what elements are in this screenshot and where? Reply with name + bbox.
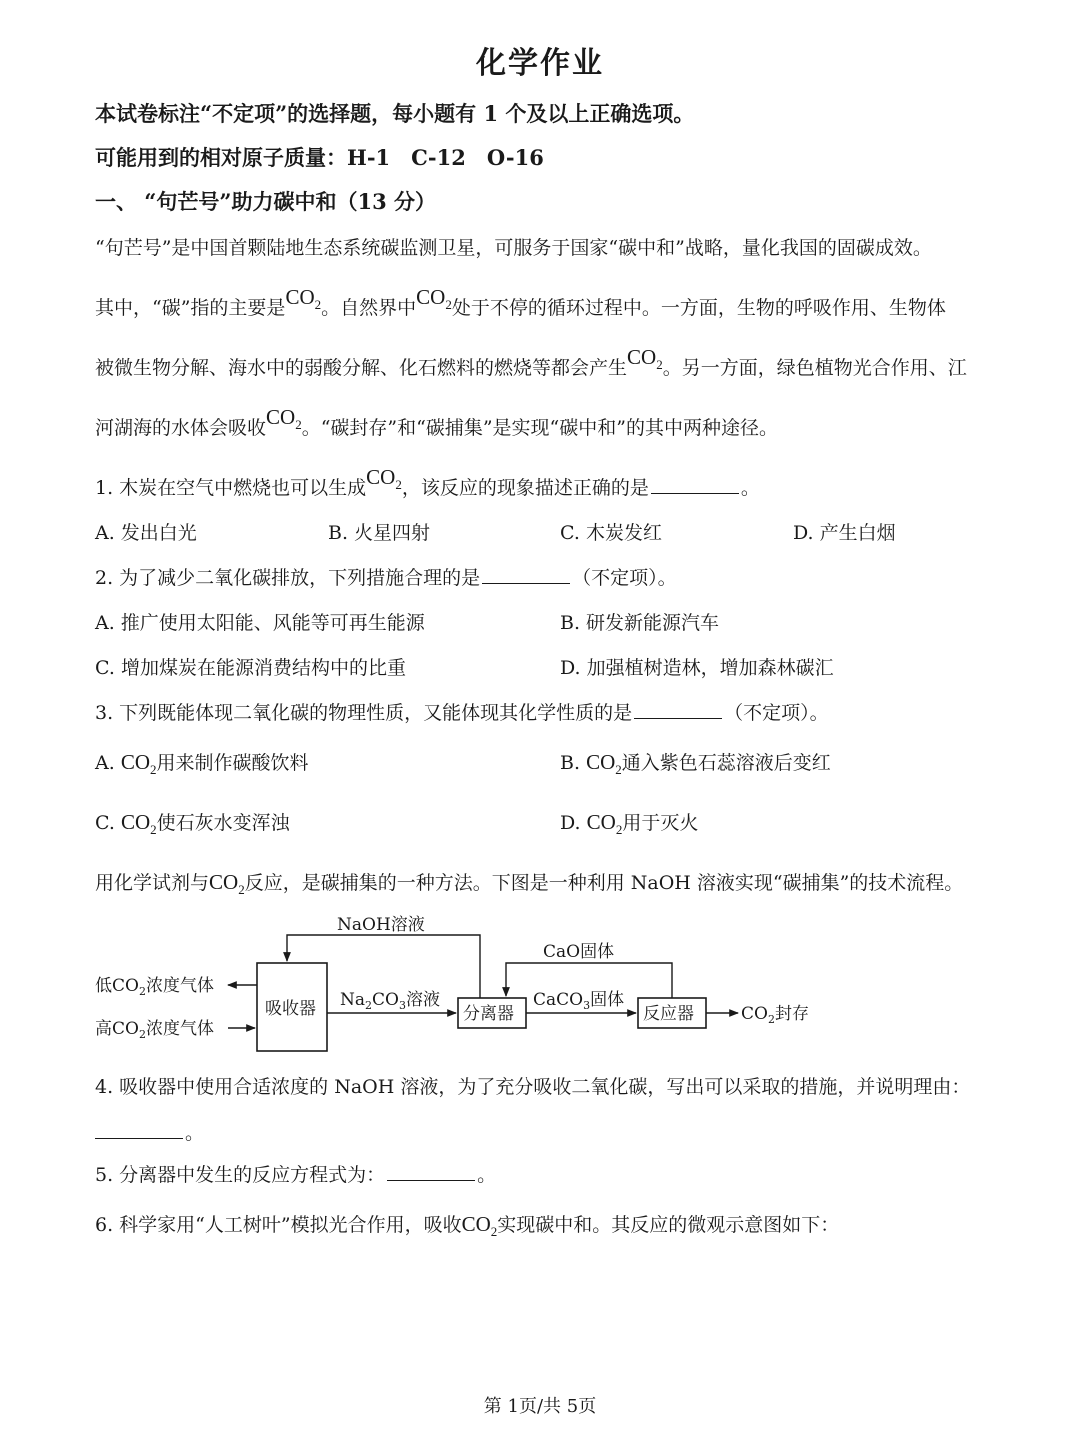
- q1-option-b[interactable]: B. 火星四射: [328, 522, 431, 544]
- answer-blank[interactable]: [387, 1179, 475, 1181]
- q3-option-a[interactable]: A. $CO_2$用来制作碳酸饮料: [95, 750, 309, 778]
- passage-text: 河湖海的水体会吸收: [95, 417, 267, 439]
- atomic-masses: 可能用到的相对原子质量：H-1 C-12 O-16: [95, 145, 544, 170]
- separator-label: 分离器: [463, 1004, 514, 1024]
- low-co2-gas-label: 低$CO_2$浓度气体: [95, 976, 214, 998]
- q2-option-b[interactable]: B. 研发新能源汽车: [560, 612, 720, 634]
- section-heading: 一、 “句芒号”助力碳中和（13 分）: [95, 189, 437, 214]
- question-3-stem: 3. 下列既能体现二氧化碳的物理性质，又能体现其化学性质的是 （不定项）。: [95, 702, 829, 724]
- high-co2-gas-label: 高$CO_2$浓度气体: [95, 1019, 214, 1041]
- question-5-stem: 5. 分离器中发生的反应方程式为： 。: [95, 1164, 497, 1186]
- co2-formula: $CO_2$: [120, 810, 157, 838]
- answer-blank[interactable]: [482, 582, 570, 584]
- reactor-label: 反应器: [643, 1004, 694, 1024]
- passage-text: 处于不停的循环过程中。一方面，生物的呼吸作用、生物体: [451, 297, 946, 319]
- q1-option-c[interactable]: C. 木炭发红: [560, 522, 662, 544]
- q2-option-c[interactable]: C. 增加煤炭在能源消费结构中的比重: [95, 657, 406, 679]
- question-1-stem: 1. 木炭在空气中燃烧也可以生成$CO_2$，该反应的现象描述正确的是 。: [95, 465, 760, 499]
- co2-formula: $CO_2$: [461, 1212, 498, 1240]
- passage-line-3: [95, 345, 967, 383]
- question-4-stem: 4. 吸收器中使用合适浓度的 NaOH 溶液，为了充分吸收二氧化碳，写出可以采取的措施，并说明理由：: [95, 1076, 971, 1098]
- passage-text: 。自然界中: [321, 297, 417, 319]
- q2-option-a[interactable]: A. 推广使用太阳能、风能等可再生能源: [95, 612, 425, 634]
- co2-formula: $CO_2$: [416, 285, 452, 313]
- naoh-solution-label: NaOH溶液: [337, 915, 425, 935]
- passage-line-4: [95, 405, 778, 443]
- co2-formula: $CO_2$: [366, 465, 402, 493]
- passage-line-1: “句芒号”是中国首颗陆地生态系统碳监测卫星，可服务于国家“碳中和”战略，量化我国的固碳成效。: [95, 237, 932, 259]
- co2-formula: $CO_2$: [586, 750, 622, 778]
- co2-formula: $CO_2$: [285, 285, 322, 313]
- question-2-stem: 2. 为了减少二氧化碳排放，下列措施合理的是 （不定项）。: [95, 567, 677, 589]
- caco3-solid-label: CaCO$_3$固体: [533, 990, 625, 1012]
- carbon-capture-flow-diagram: [90, 905, 850, 1065]
- page-footer: 第 1页/共 5页: [483, 1396, 597, 1417]
- passage-line-2: [95, 285, 946, 323]
- answer-blank[interactable]: [95, 1137, 183, 1139]
- page-title: 化学作业: [476, 46, 604, 81]
- cao-solid-label: CaO固体: [543, 942, 615, 962]
- passage-text: 。另一方面，绿色植物光合作用、江: [662, 357, 967, 379]
- na2co3-solution-label: $Na_2CO_3$溶液: [340, 990, 440, 1012]
- question-4-answer-line: 。: [95, 1118, 204, 1145]
- q3-option-b[interactable]: B. $CO_2$通入紫色石蕊溶液后变红: [560, 750, 831, 778]
- co2-storage-label: $CO_2$封存: [741, 1004, 809, 1026]
- passage-text: 其中，“碳”指的主要是: [95, 297, 286, 319]
- absorber-label: 吸收器: [265, 999, 316, 1019]
- co2-formula: $CO_2$: [120, 750, 157, 778]
- exam-note: 本试卷标注“不定项”的选择题，每小题有 1 个及以上正确选项。: [95, 101, 695, 126]
- cao-recycle-arrow: [506, 963, 672, 998]
- passage-text: 被微生物分解、海水中的弱酸分解、化石燃料的燃烧等都会产生: [95, 357, 628, 379]
- q1-option-a[interactable]: A. 发出白光: [95, 522, 197, 544]
- q2-option-d[interactable]: D. 加强植树造林，增加森林碳汇: [560, 657, 834, 679]
- naoh-recycle-arrow: [287, 935, 480, 998]
- answer-blank[interactable]: [651, 492, 739, 494]
- question-6-stem: 6. 科学家用“人工树叶”模拟光合作用，吸收$CO_2$实现碳中和。其反应的微观示意图如下：: [95, 1212, 840, 1240]
- q1-option-d[interactable]: D. 产生白烟: [793, 522, 896, 544]
- co2-formula: $CO_2$: [627, 345, 663, 373]
- co2-formula: $CO_2$: [266, 405, 302, 433]
- capture-intro: 用化学试剂与$CO_2$反应，是碳捕集的一种方法。下图是一种利用 NaOH 溶液实现“碳捕集”的技术流程。: [95, 870, 964, 898]
- answer-blank[interactable]: [634, 717, 722, 719]
- q3-option-c[interactable]: C. $CO_2$使石灰水变浑浊: [95, 810, 290, 838]
- passage-text: 。“碳封存”和“碳捕集”是实现“碳中和”的其中两种途径。: [301, 417, 778, 439]
- co2-formula: $CO_2$: [586, 810, 623, 838]
- co2-formula: $CO_2$: [209, 870, 245, 898]
- q3-option-d[interactable]: D. $CO_2$用于灭火: [560, 810, 699, 838]
